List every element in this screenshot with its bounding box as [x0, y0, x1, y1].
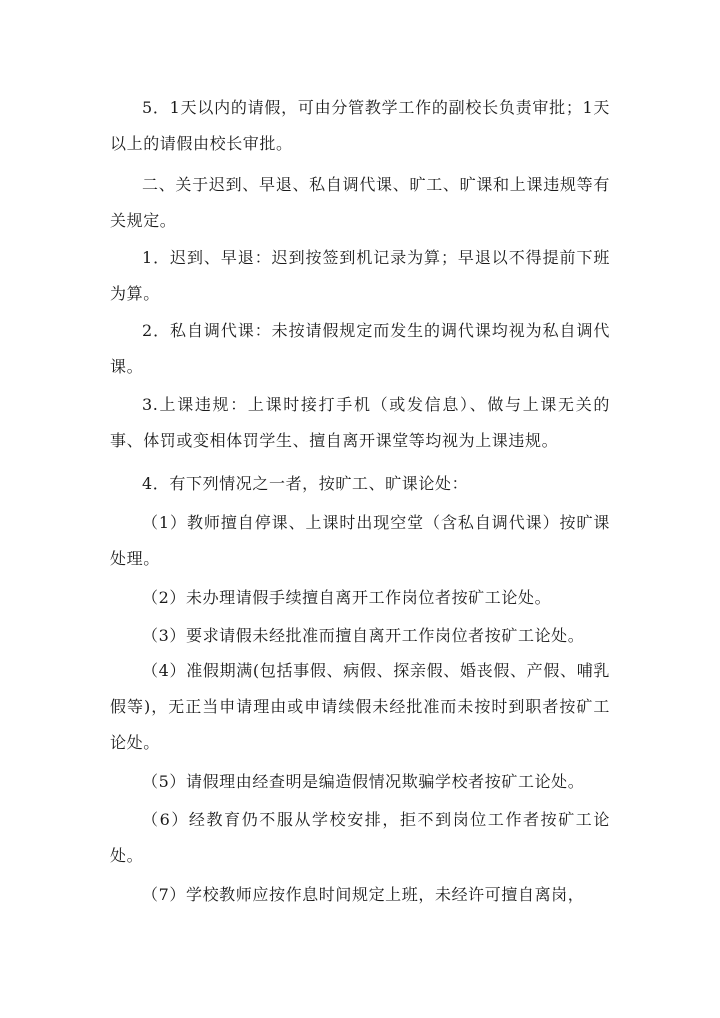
paragraph-case-3: （3）要求请假未经批准而擅自离开工作岗位者按矿工论处。 — [142, 626, 585, 645]
paragraph-case-4: （4）准假期满(包括事假、病假、探亲假、婚丧假、产假、哺乳假等)，无正当申请理由或申请续假未经批准而未按时到职者按矿工论处。 — [110, 661, 610, 752]
paragraph-case-6: （6）经教育仍不服从学校安排，拒不到岗位工作者按矿工论处。 — [110, 810, 610, 865]
paragraph-class-violation: 3.上课违规：上课时接打手机（或发信息）、做与上课无关的事、体罚或变相体罚学生、擅自离开课堂等均视为上课违规。 — [110, 395, 610, 450]
paragraph-case-1: （1）教师擅自停课、上课时出现空堂（含私自调代课）按旷课处理。 — [110, 513, 610, 568]
paragraph-private-substitution: 2．私自调代课：未按请假规定而发生的调代课均视为私自调代课。 — [110, 321, 610, 376]
paragraph-absence-cases-intro: 4．有下列情况之一者，按旷工、旷课论处： — [142, 474, 469, 493]
paragraph-late-early-leave: 1．迟到、早退：迟到按签到机记录为算；早退以不得提前下班为算。 — [110, 248, 610, 303]
paragraph-case-2: （2）未办理请假手续擅自离开工作岗位者按矿工论处。 — [142, 588, 552, 607]
paragraph-case-7: （7）学校教师应按作息时间规定上班，未经许可擅自离岗， — [142, 885, 585, 904]
paragraph-section-two-heading: 二、关于迟到、早退、私自调代课、旷工、旷课和上课违规等有关规定。 — [110, 175, 610, 230]
paragraph-approval-authority: 5．1天以内的请假，可由分管教学工作的副校长负责审批；1天以上的请假由校长审批。 — [110, 98, 610, 153]
paragraph-case-5: （5）请假理由经查明是编造假情况欺骗学校者按矿工论处。 — [142, 772, 585, 791]
